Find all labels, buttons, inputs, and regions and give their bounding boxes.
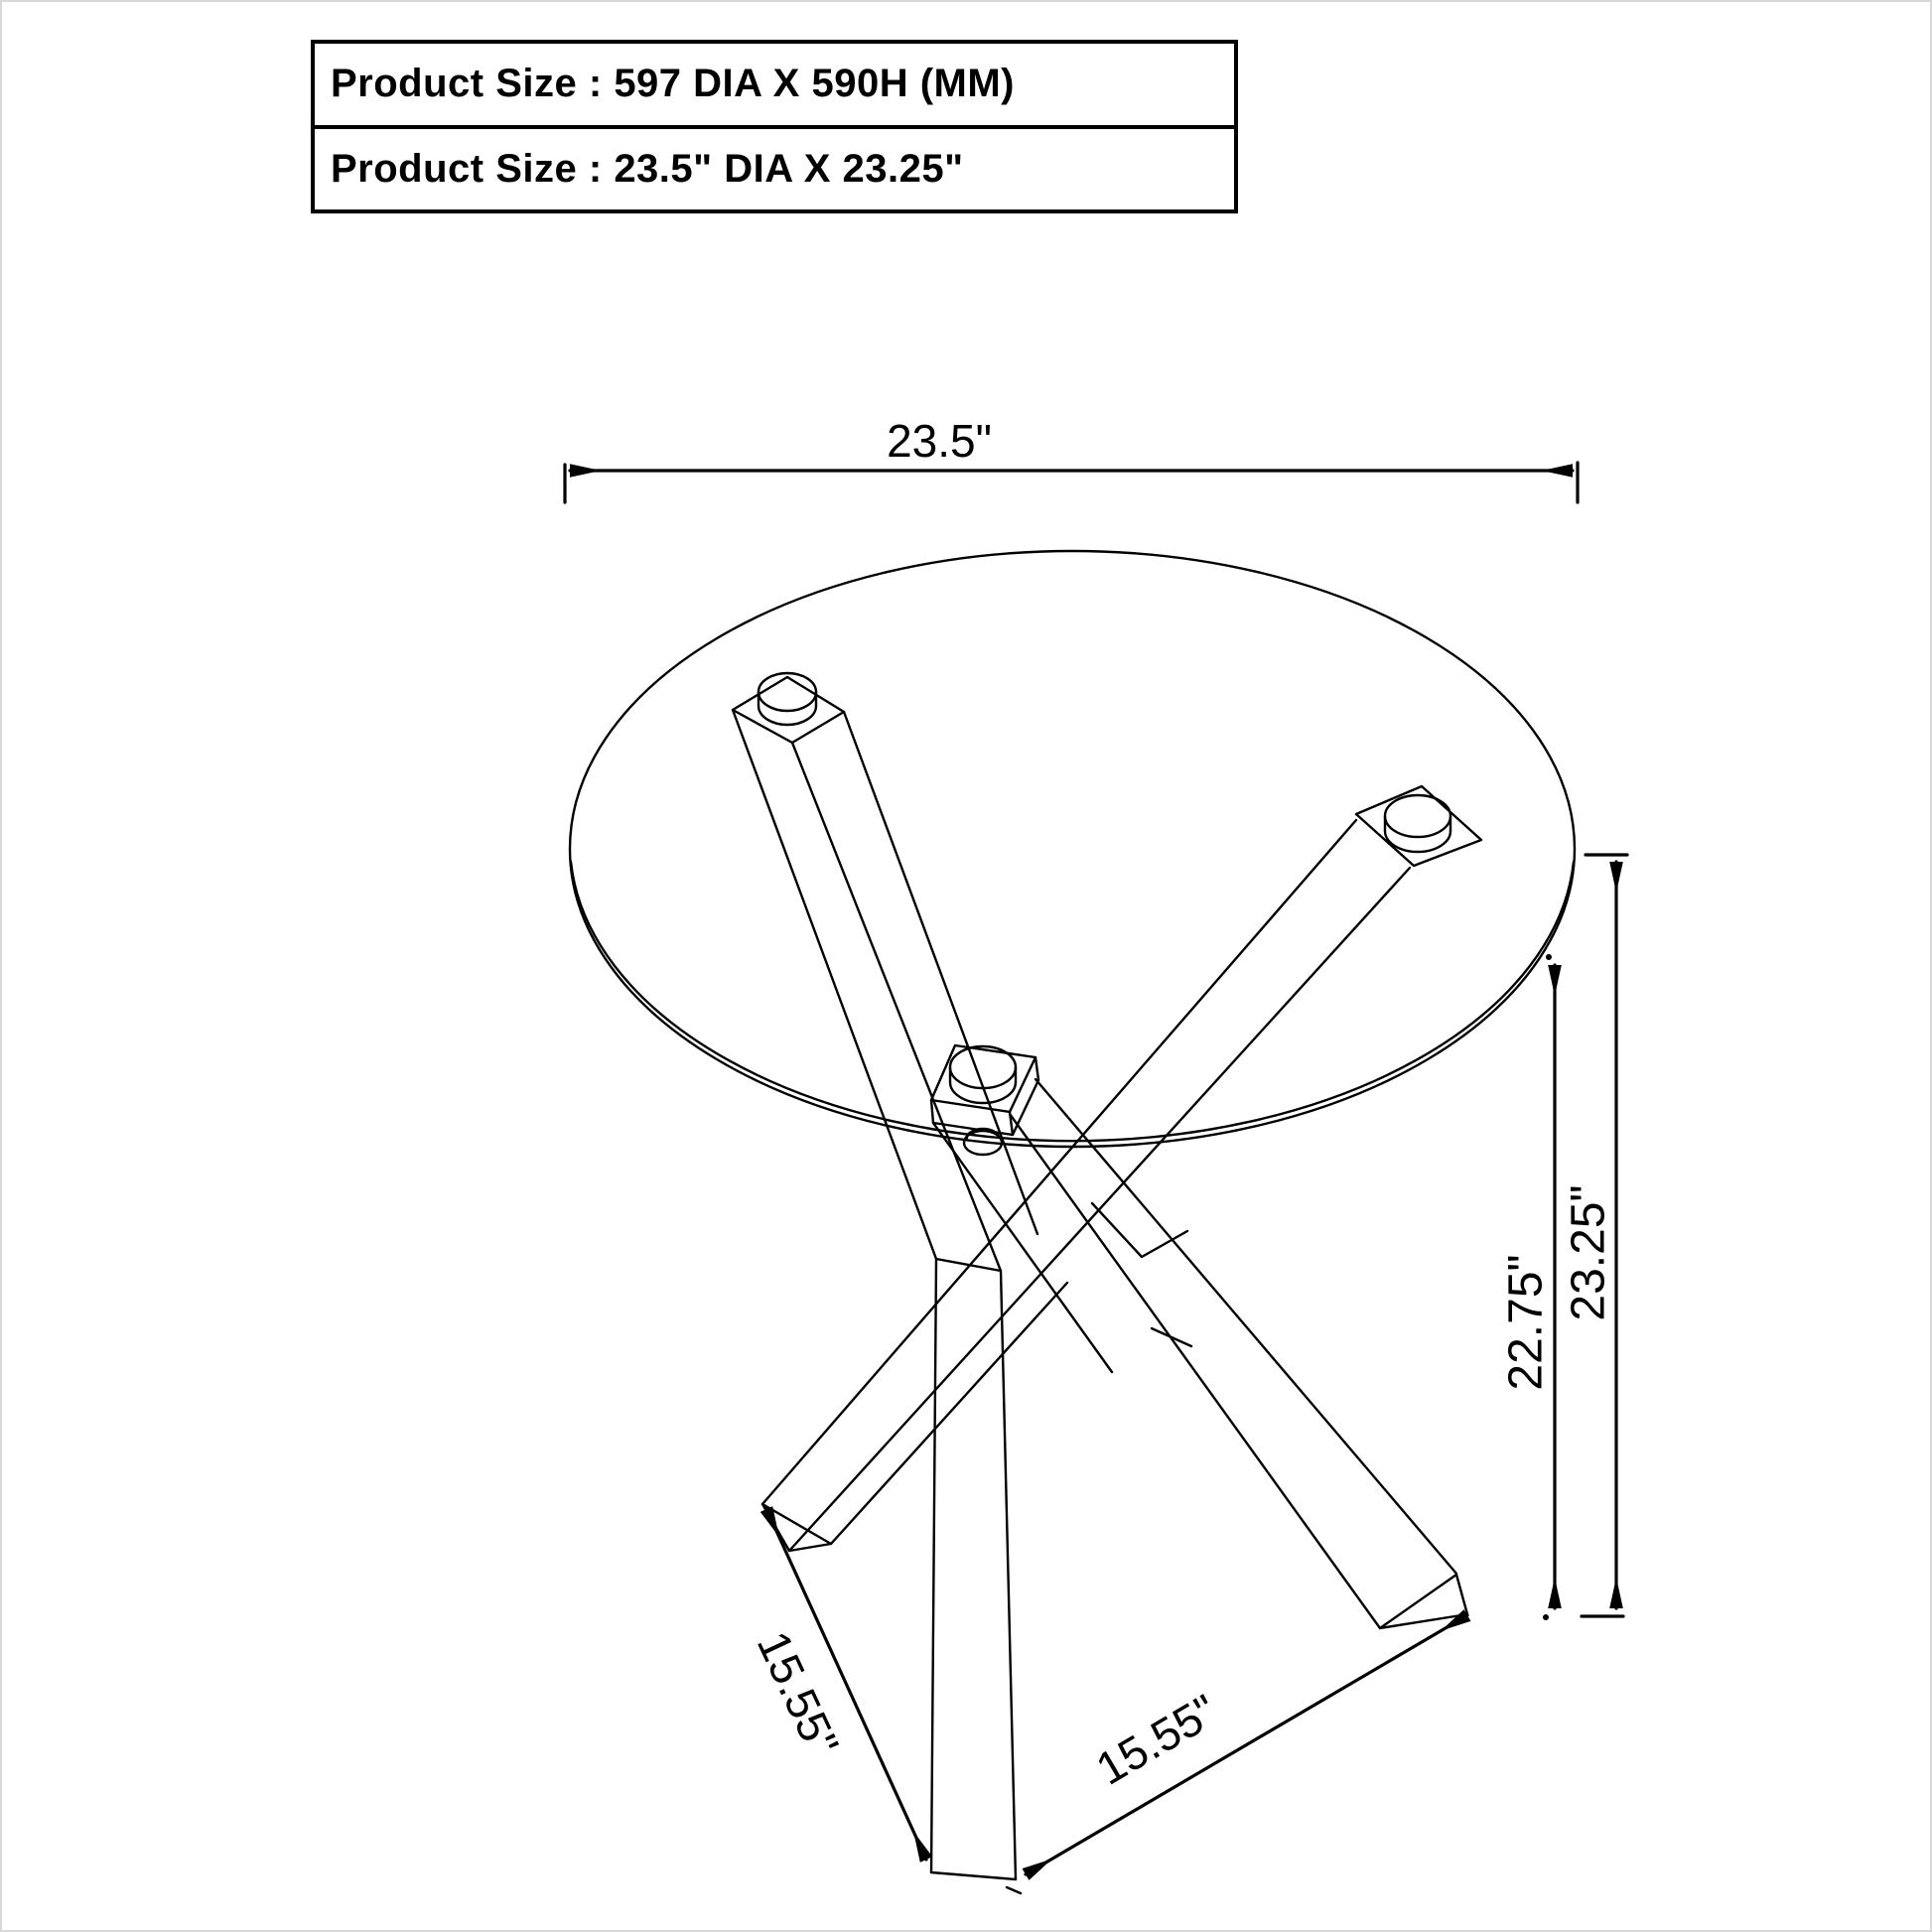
bottom-foot: [931, 1872, 1016, 1879]
product-size-mm-label: Product Size : 597 DIA X 590H (MM): [331, 62, 1015, 106]
dim-base-height: [1500, 954, 1556, 1620]
dim-leg-spread-left: [748, 1509, 926, 1860]
glass-edge-thickness: [571, 862, 1574, 1141]
puck-right: [1356, 786, 1481, 866]
puck-upper-left: [733, 673, 844, 743]
glass-top-outline: [570, 551, 1575, 1147]
product-size-inch-label: Product Size : 23.5" DIA X 23.25": [331, 146, 964, 191]
dim-label-base-height: 22.75": [1499, 1254, 1553, 1391]
dim-top-diameter: [565, 415, 1578, 502]
leg-center-to-right-foot: [933, 1079, 1467, 1628]
leg-front-to-bottom-foot: [733, 710, 1037, 1893]
leg-right-to-left-foot: [762, 820, 1410, 1551]
dim-label-leg-spread-right: 15.55": [1087, 1684, 1226, 1795]
dim-overall-height: [1563, 855, 1628, 1616]
dim-label-leg-spread-left: 15.55": [747, 1623, 850, 1764]
dim-label-top-diameter: 23.5": [887, 415, 992, 467]
dim-leg-spread-right: [1026, 1615, 1467, 1874]
glass-top: [570, 551, 1575, 1147]
dim-label-overall-height: 23.25": [1562, 1184, 1615, 1321]
leg-joint-details: [1092, 1203, 1191, 1346]
right-foot: [1380, 1575, 1467, 1628]
